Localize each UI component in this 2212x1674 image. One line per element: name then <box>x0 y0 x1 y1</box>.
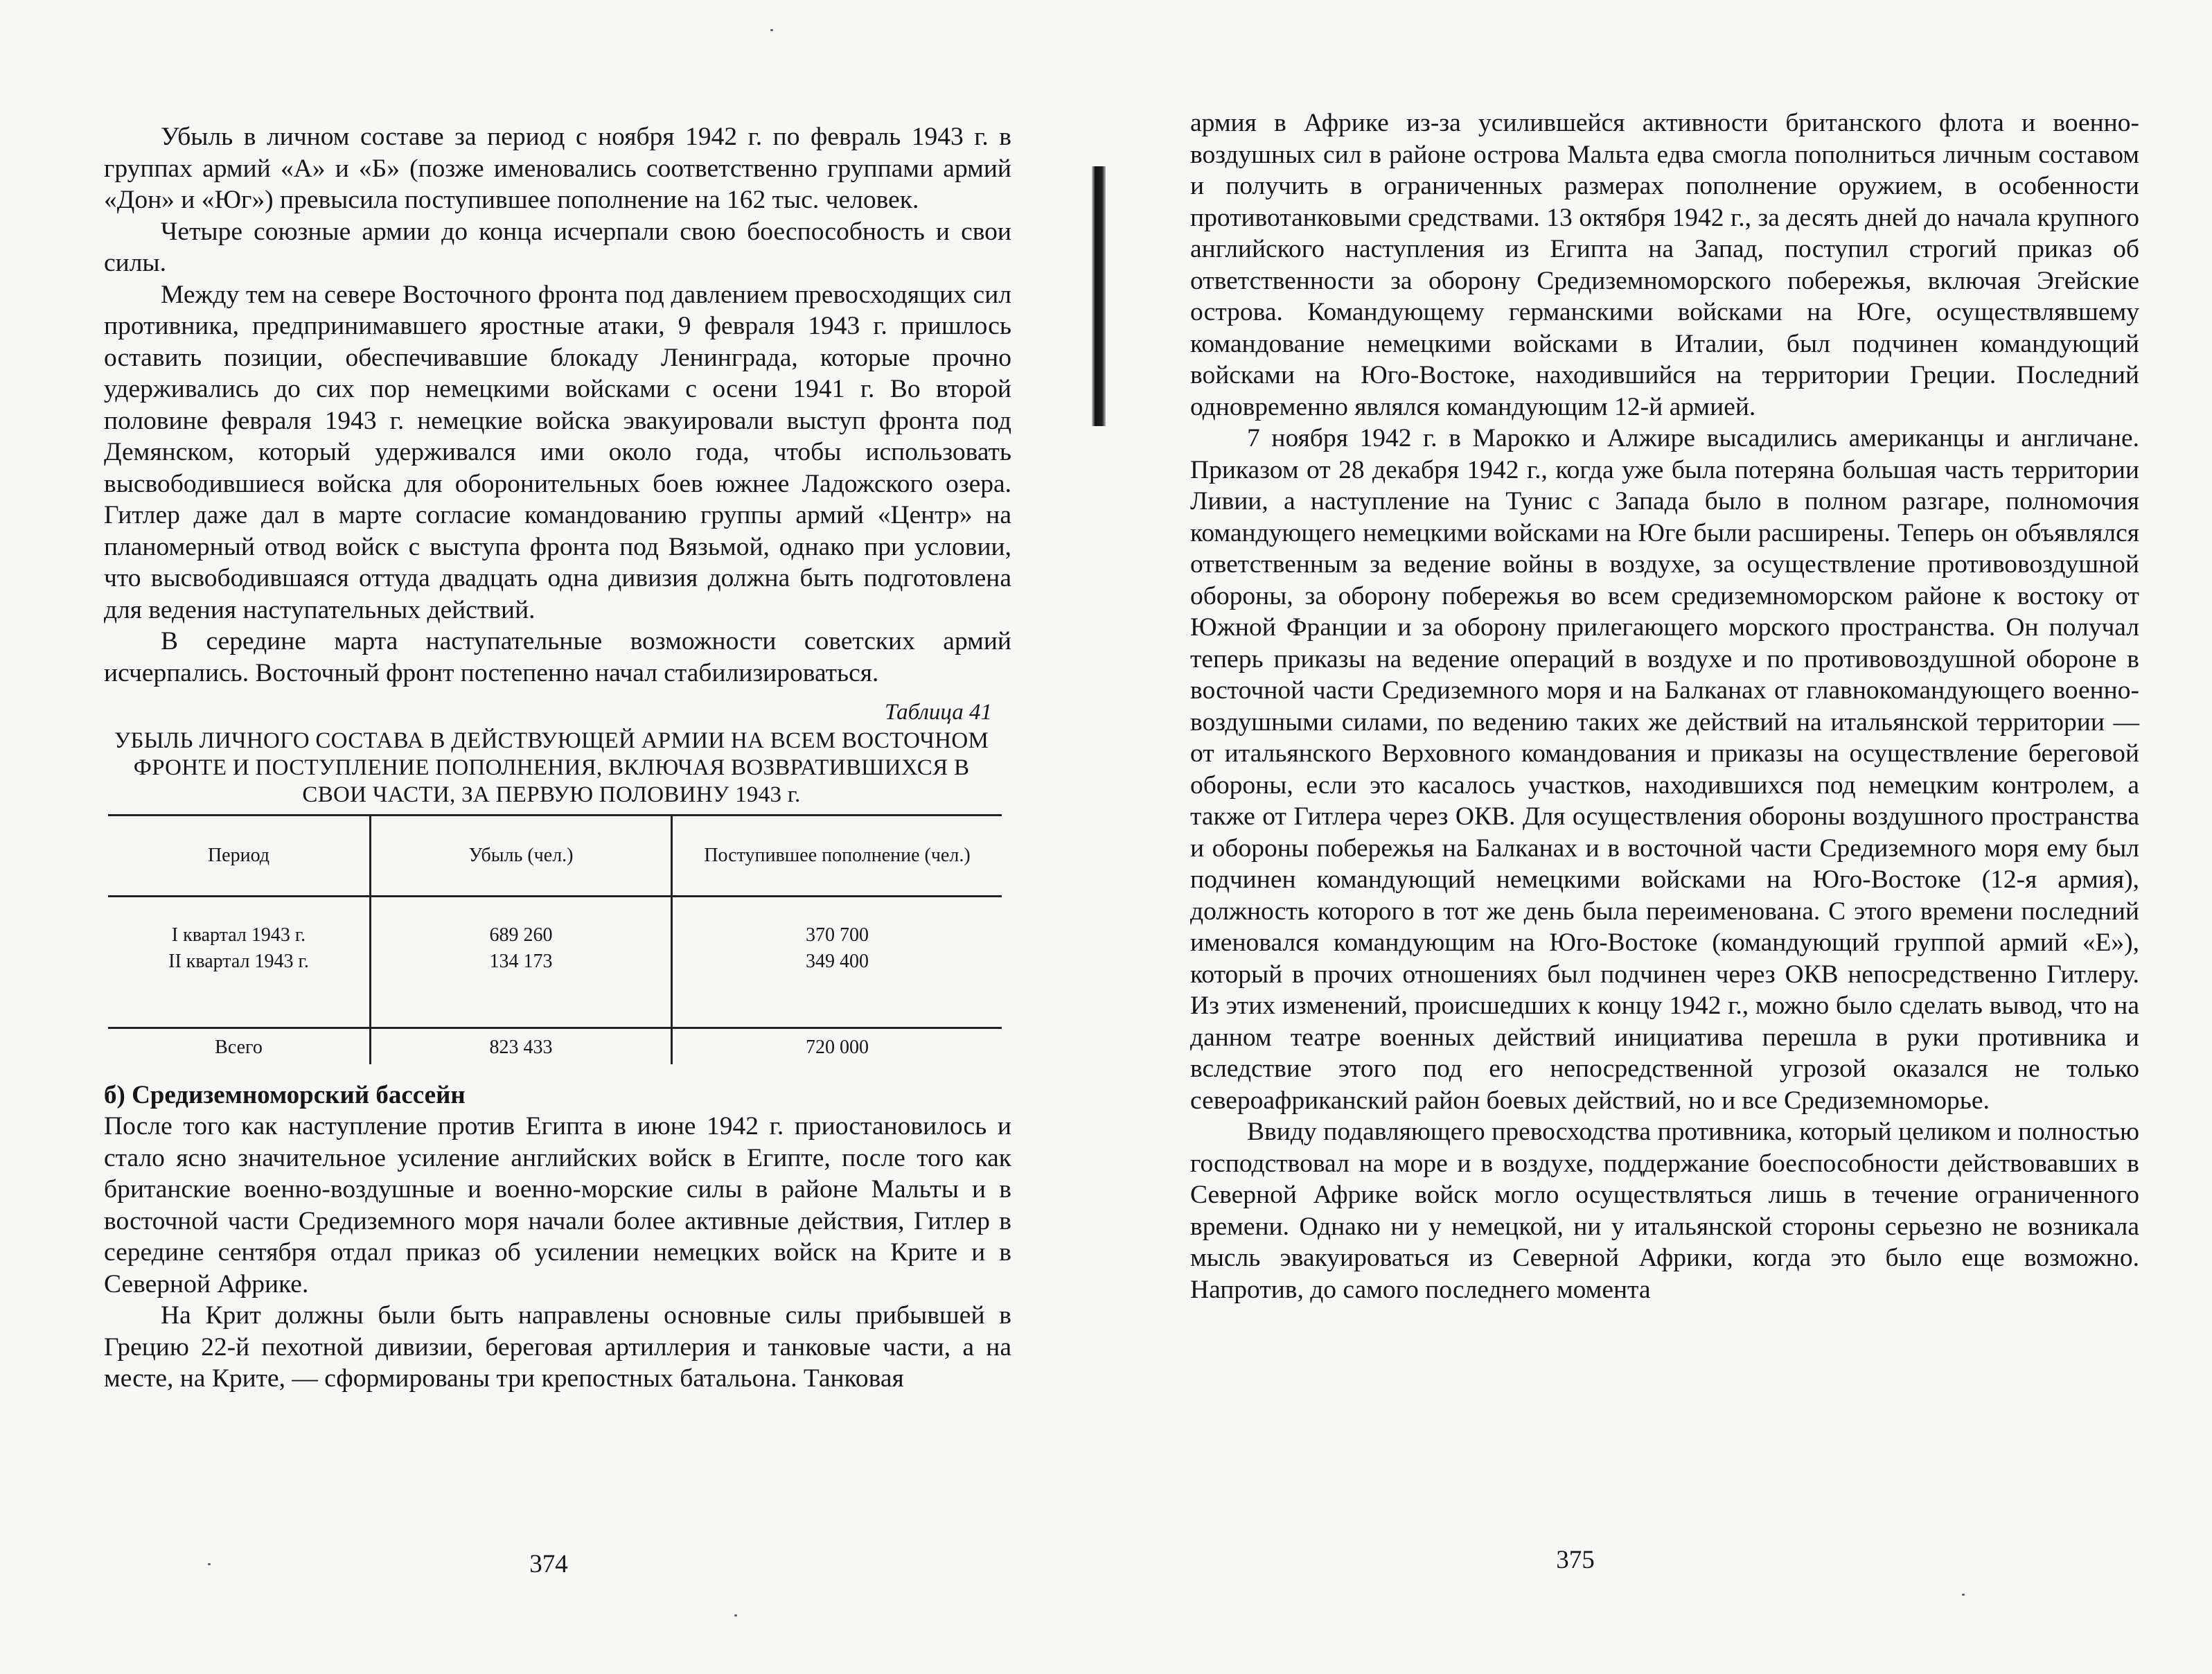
paragraph-losses-summary: Убыль в личном составе за период с ноября 1942 г. по февраль 1943 г. в группах армий «А» и «Б» (позже именовались соответственно группами армий «Дон» и «Юг») превысила поступившее пополнение на 162 тыс. человек. <box>104 123 1011 214</box>
row-2-replenishment: 349 400 <box>806 951 869 972</box>
paragraph-crete: На Крит должны были быть направлены основные силы прибывшей в Грецию 22-й пехотной дивизии, береговая артиллерия и танковые части, а на месте, на Крите, — сформированы три крепостных батальона. Танковая <box>104 1301 1011 1393</box>
period-cell <box>108 897 371 1028</box>
row-1-period: I квартал 1943 г. <box>171 924 306 946</box>
left-text-column <box>104 121 1011 1395</box>
paragraph-allied-armies: Четыре союзные армии до конца исчерпали свою боеспособность и свои силы. <box>104 217 1011 277</box>
right-page <box>1081 0 2212 1674</box>
section-heading: б) Средиземноморский бассейн <box>104 1081 466 1109</box>
losses-cell <box>371 897 672 1028</box>
total-replenishment: 720 000 <box>672 1028 1002 1065</box>
total-label: Всего <box>108 1028 371 1065</box>
row-1-losses: 689 260 <box>489 924 553 946</box>
paragraph-north-front: Между тем на севере Восточного фронта под давлением превосходящих сил противника, предпринимавшего яростные атаки, 9 февраля 1943 г. пришлось оставить позиции, обеспечивавшие блокаду Ленинграда, которые прочно удерживались до сих пор немецкими войсками с осени 1941 г. Во второй половине февраля 1943 г. немецкие войска эвакуировали выступ фронта под Демянском, который удерживался ими около года, чтобы использовать высвободившиеся войска для оборонительных боев южнее Ладожского озера. Гитлер даже дал в марте согласие командованию группы армий «Центр» на планомерный отвод войск с выступа фронта под Вязьмой, однако при условии, что высвободившаяся оттуда двадцать одна дивизия должна быть подготовлена для ведения наступательных действий. <box>104 280 1011 624</box>
row-2-losses: 134 173 <box>489 951 553 972</box>
table-header-row <box>108 816 1002 897</box>
page-number-left: 374 <box>529 1550 568 1578</box>
paragraph-november-landing: 7 ноября 1942 г. в Марокко и Алжире высадились американцы и англичане. Приказом от 28 декабря 1942 г., когда уже была потеряна большая часть территории Ливии, а наступление на Тунис с Запада было в полном разгаре, полномочия командующего немецкими войсками на Юге были расширены. Теперь он объявлялся ответственным за ведение войны в воздухе, за осуществление противовоздушной обороны, за оборону побережья во всем средиземноморском районе к востоку от Южной Франции и за оборону прилегающего морского пространства. Он получал теперь приказы на ведение операций в воздухе и по противовоздушной обороне в восточной части Средиземного моря и на Балканах от главнокомандующего военно-воздушными силами, по ведению таких же действий на итальянской территории — от итальянского Верховного командования и приказы на осуществление береговой обороны, если это касалось участков, находившихся под немецким контролем, а также от Гитлера через ОКВ. Для осуществления обороны воздушного пространства и обороны побережья на Балканах и в восточной части Средиземного моря ему был подчинен командующий немецкими войсками на Юго-Востоке (12-я армия), должность которого в тот же день была переименована. С этого времени последний именовался командующим на Юго-Востоке (командующий группой армий «Е»), который в прочих отношениях был подчинен через ОКВ непосредственно Гитлеру. Из этих изменений, происшедших к концу 1942 г., можно было сделать вывод, что на данном театре военных действий инициатива перешла в руки противника и вследствие этого под его непосредственной угрозой оказался не только североафриканский район боевых действий, но и все Средиземноморье. <box>1190 424 2139 1115</box>
scan-speck <box>734 1614 737 1616</box>
header-losses: Убыль (чел.) <box>371 816 672 897</box>
header-period: Период <box>108 816 371 897</box>
table-total-row <box>108 1028 1002 1065</box>
table-row <box>108 897 1002 1028</box>
scan-speck <box>770 29 773 31</box>
right-text-column <box>1190 107 2139 1305</box>
page-number-right: 375 <box>1556 1546 1595 1574</box>
paragraph-africa-army: армия в Африке из-за усилившейся активности британского флота и военно-воздушных сил в районе острова Мальта едва смогла пополниться личным составом и получить в ограниченных размерах пополнение оружием, в особенности противотанковыми средствами. 13 октября 1942 г., за десять дней до начала крупного английского наступления из Египта на Запад, поступил строгий приказ об ответственности за оборону Средиземноморского побережья, включая Эгейские острова. Командующему германскими войсками на Юге, осуществлявшему командование немецкими войсками в Италии, был подчинен командующий войсками на Юго-Востоке, находившийся на территории Греции. Последний одновременно являлся командующим 12-й армией. <box>1190 109 2139 421</box>
paragraph-egypt: После того как наступление против Египта в июне 1942 г. приостановилось и стало ясно значительное усиление английских войск в Египте, после того как британские военно-воздушные и военно-морские силы в районе Мальты и в восточной части Средиземного моря начали более активные действия, Гитлер в середине сентября отдал приказ об усилении немецких войск на Крите и в Северной Африке. <box>104 1112 1011 1298</box>
header-replenishment: Поступившее пополнение (чел.) <box>672 816 1002 897</box>
scan-speck <box>1962 1594 1965 1596</box>
table-title: УБЫЛЬ ЛИЧНОГО СОСТАВА В ДЕЙСТВУЮЩЕЙ АРМИИ НА ВСЕМ ВОСТОЧНОМ ФРОНТЕ И ПОСТУПЛЕНИЕ ПОПОЛНЕНИЯ, ВКЛЮЧАЯ ВОЗВРАТИВШИХСЯ В СВОИ ЧАСТИ, ЗА ПЕРВУЮ ПОЛОВИНУ 1943 г. <box>114 728 989 807</box>
losses-table <box>108 814 1002 1064</box>
paragraph-march-stabilization: В середине марта наступательные возможности советских армий исчерпались. Восточный фронт постепенно начал стабилизироваться. <box>104 627 1011 687</box>
row-2-period: II квартал 1943 г. <box>168 951 309 972</box>
left-page <box>0 0 1081 1674</box>
paragraph-enemy-superiority: Ввиду подавляющего превосходства противника, который целиком и полностью господствовал на море и в воздухе, поддержание боеспособности действовавших в Северной Африке войск могло осуществляться лишь в течение ограниченного времени. Однако ни у немецкой, ни у итальянской стороны серьезно не возникала мысль эвакуироваться из Северной Африки, когда это было еще возможно. Напротив, до самого последнего момента <box>1190 1118 2139 1304</box>
total-losses: 823 433 <box>371 1028 672 1065</box>
replenishment-cell <box>672 897 1002 1028</box>
scan-speck <box>208 1563 211 1565</box>
row-1-replenishment: 370 700 <box>806 924 869 946</box>
table-caption: Таблица 41 <box>885 700 992 725</box>
